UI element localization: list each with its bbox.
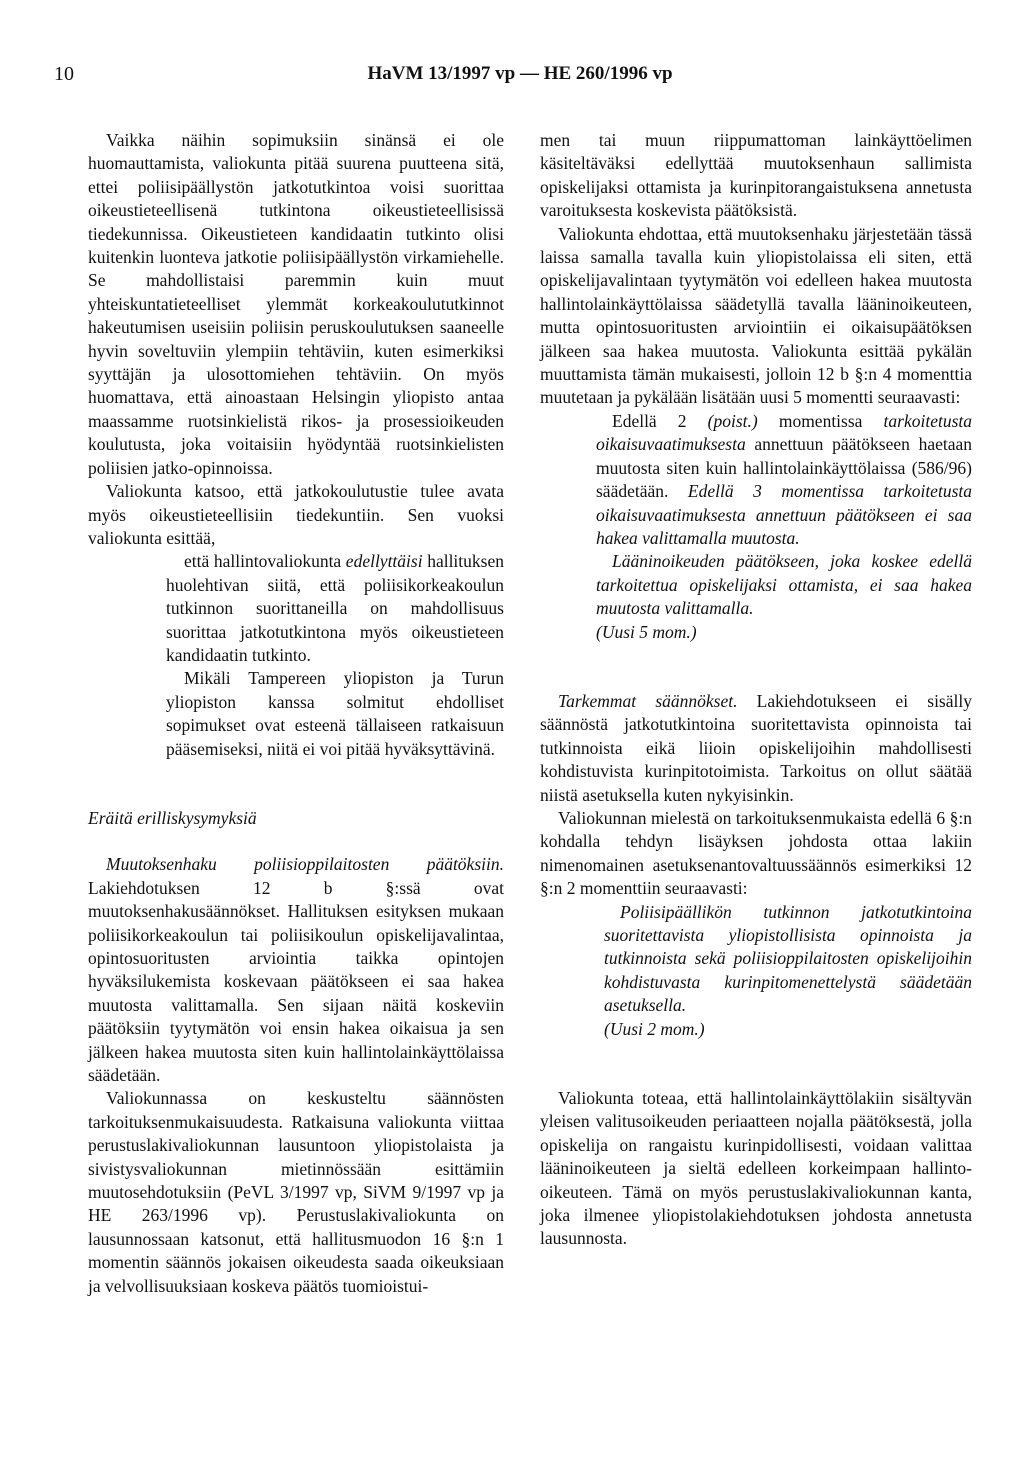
subheading: Tarkemmat säännökset. xyxy=(558,690,738,711)
quote-paragraph: Edellä 2 (poist.) momentissa tarkoitetusta oikaisuvaatimuksesta annettuun päätökseen haetaan muutosta siten kuin hallintolainkäyttölaissa (586/96) säädetään. Edellä 3 momentissa tarkoitetusta oikaisuvaatimuksesta annettuun päätökseen ei saa hakea valittamalla muutosta. xyxy=(596,410,973,548)
section-heading: Eräitä erilliskysymyksiä xyxy=(88,807,257,828)
paragraph: men tai muun riippumattoman lainkäyttöelimen käsiteltäväksi edellyttää muutoksenhaun sallimista opiskelijaksi ottamista ja kurinpitorangaistuksena annetusta varoituksesta koskevista päätöksistä. xyxy=(540,130,972,221)
left-column xyxy=(88,129,504,1298)
paragraph: Valiokunta ehdottaa, että muutoksenhaku järjestetään tässä laissa samalla tavalla kuin yliopistolaissa eli siten, että opiskelijavalintaan tyytymätön voi edelleen hakea muutosta hallintolainkäyttölaissa säädetyllä tavalla lääninoikeuteen, mutta opintosuoritusten arviointiin ei oikaisupäätöksen jälkeen saa hakea muutosta. Valiokunta esittää pykälän muuttamista tämän mukaisesti, jolloin 12 b §:n 4 momenttia muutetaan ja pykälään lisätään uusi 5 momentti seuraavasti: xyxy=(540,223,972,408)
paragraph: Vaikka näihin sopimuksiin sinänsä ei ole huomauttamista, valiokunta pitää suurena puutteena sitä, ettei poliisipäällystön jatkotutkintoa voisi suorittaa oikeustieteellisenä tutkintona oikeustieteellisissä tiedekunnissa. Oikeustieteen kandidaatin tutkinto olisi kuitenkin luonteva jatkotie poliisipäällystön virkamiehelle. Se mahdollistaisi paremmin kuin muut yhteiskuntatieteelliset ylemmät korkeakoulututkinnot hakeutumisen useisiin poliisin peruskoulutuksen saaneelle hyvin soveltuviin ylempiin tehtäviin, kuten esimerkiksi syyttäjän ja ulosottomiehen tehtäviin. On myös huomattava, että ainoastaan Helsingin yliopisto antaa maassamme ruotsinkielistä rikos- ja prosessioikeuden koulutusta, joka voitaisiin hyödyntää ruotsinkielisten poliisien jatko-opinnoissa. xyxy=(88,130,504,478)
right-column xyxy=(540,129,972,1251)
running-header: HaVM 13/1997 vp — HE 260/1996 vp xyxy=(367,63,673,84)
page-number: 10 xyxy=(54,63,74,85)
paragraph: Valiokunnassa on keskusteltu säännösten tarkoituksenmukaisuudesta. Ratkaisuna valiokunta viittaa perustuslakivaliokunnan lausuntoon yliopistolaista ja sivistysvaliokunnan mietinnössään esittämiin muutosehdotuksiin (PeVL 3/1997 vp, SiVM 9/1997 vp ja HE 263/1996 vp). Perustuslakivaliokunta on lausunnossaan katsonut, että hallitusmuodon 16 §:n 1 momentin säännös jokaisen oikeudesta saada oikeuksiaan ja velvollisuuksiaan koskeva päätös tuomioistui- xyxy=(88,1088,504,1296)
quote-paragraph: Lääninoikeuden päätökseen, joka koskee edellä tarkoitettua opiskelijaksi ottamista, ei saa hakea muutosta valittamalla. xyxy=(596,551,972,619)
paragraph: Mikäli Tampereen yliopiston ja Turun yliopiston kanssa solmitut ehdolliset sopimukset ovat esteenä tällaiseen ratkaisuun pääsemiseksi, niitä ei voi pitää hyväksyttävinä. xyxy=(166,668,504,759)
amendment-note: (Uusi 2 mom.) xyxy=(604,1018,705,1039)
amendment-quote xyxy=(596,410,972,644)
paragraph: Valiokunnan mielestä on tarkoituksenmukaista edellä 6 §:n kohdalla tehdyn lisäyksen johdosta ottaa lakiin nimenomainen asetuksenantovaltuussäännös esimerkiksi 12 §:n 2 momenttiin seuraavasti: xyxy=(540,807,972,899)
quote-paragraph: Poliisipäällikön tutkinnon jatkotutkintoina suoritettavista yliopistollisista opinnoista ja tutkinnoista sekä poliisioppilaitosten opiskelijoihin kohdistuvasta kurinpitomenettelystä säädetään asetuksella. xyxy=(604,901,972,1016)
paragraph: Muutoksenhaku poliisioppilaitosten päätöksiin. Lakiehdotuksen 12 b §:ssä ovat muutoksenhakusäännökset. Hallituksen esityksen mukaan poliisikorkeakoulun tai poliisikoulun opiskelijavalintaa, opintosuoritusten arviointia taikka opintojen hyväksilukemista koskevaan päätökseen ei saa hakea muutosta valittamalla. Sen sijaan näitä koskeviin päätöksiin tyytymätön voi ensin hakea oikaisua ja sen jälkeen hakea muutosta siten kuin hallintolainkäyttölaissa säädetään. xyxy=(88,854,504,1086)
paragraph: Valiokunta katsoo, että jatkokoulutustie tulee avata myös oikeustieteellisiin tiedekuntiin. Sen vuoksi valiokunta esittää, xyxy=(88,481,504,548)
paragraph: Tarkemmat säännökset. Lakiehdotukseen ei sisälly säännöstä jatkotutkintoina suoritettavista opinnoista tai tutkinnoista eikä liioin opiskelijoihin mahdollisesti kohdistuvista kurinpitotoimista. Tarkoitus on ollut säätää niistä asetuksella kuten nykyisinkin. xyxy=(540,690,972,805)
subheading: Muutoksenhaku poliisioppilaitosten päätöksiin. xyxy=(106,854,504,875)
paragraph: Valiokunta toteaa, että hallintolainkäyttölakiin sisältyvän yleisen valitusoikeuden periaatteen nojalla päätöksestä, jolla opiskelija on rangaistu kurinpidollisesti, voidaan valittaa lääninoikeuteen ja sieltä edelleen korkeimpaan hallinto-oikeuteen. Tämä on myös perustuslakivaliokunnan kanta, joka ilmenee yliopistolakiehdotuksen johdosta annetusta lausunnosta. xyxy=(540,1088,972,1249)
proposal-quote: että hallintovaliokunta edellyttäisi hallituksen huolehtivan siitä, että poliisikorkeakoulun tutkinnon suorittaneilla on mahdollisuus suorittaa jatkotutkintona myös oikeustieteen kandidaatin tutkinto. xyxy=(166,551,504,665)
amendment-quote xyxy=(604,901,972,1041)
amendment-note: (Uusi 5 mom.) xyxy=(596,621,697,642)
